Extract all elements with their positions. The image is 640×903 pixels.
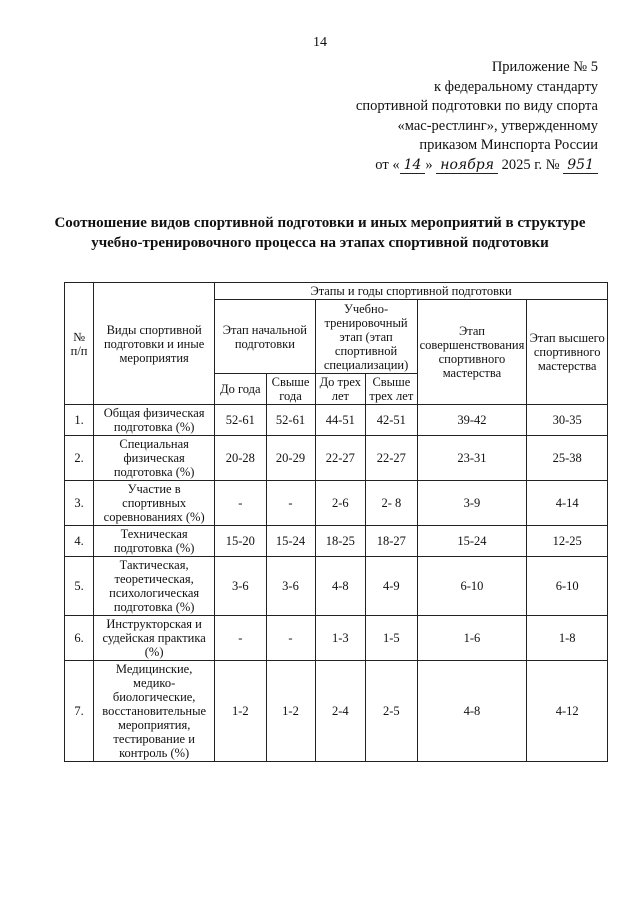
- cell-kind: Техническая подготовка (%): [94, 526, 215, 557]
- cell-v5: 4-8: [417, 661, 527, 762]
- cell-kind: Тактическая, теоретическая, психологическая подготовка (%): [94, 557, 215, 616]
- cell-v5: 3-9: [417, 481, 527, 526]
- cell-v2: 3-6: [266, 557, 315, 616]
- title-line-1: Соотношение видов спортивной подготовки и иных мероприятий в структуре: [54, 215, 586, 231]
- annex-header: [298, 58, 598, 176]
- cell-v4: 42-51: [366, 405, 417, 436]
- table-row: [65, 481, 608, 526]
- cell-v3: 18-25: [315, 526, 366, 557]
- cell-v5: 39-42: [417, 405, 527, 436]
- header-over-three: Свыше трех лет: [366, 374, 417, 405]
- cell-v6: 4-14: [527, 481, 608, 526]
- cell-v2: 52-61: [266, 405, 315, 436]
- cell-v1: 15-20: [215, 526, 266, 557]
- cell-v6: 6-10: [527, 557, 608, 616]
- page-number: 14: [313, 35, 327, 50]
- header-up-to-year: До года: [215, 374, 266, 405]
- header-stage-initial: Этап начальной подготовки: [215, 300, 315, 374]
- header-up-to-three: До трех лет: [315, 374, 366, 405]
- date-day-handwritten: 14: [400, 157, 426, 174]
- annex-line-4: «мас-рестлинг», утвержденному: [397, 117, 598, 134]
- cell-num: 6.: [65, 616, 94, 661]
- cell-num: 3.: [65, 481, 94, 526]
- cell-v6: 1-8: [527, 616, 608, 661]
- cell-v6: 25-38: [527, 436, 608, 481]
- cell-kind: Специальная физическая подготовка (%): [94, 436, 215, 481]
- table-row: [65, 436, 608, 481]
- cell-v4: 1-5: [366, 616, 417, 661]
- header-stage-highest: Этап высшего спортивного мастерства: [527, 300, 608, 405]
- cell-kind: Участие в спортивных соревнованиях (%): [94, 481, 215, 526]
- document-title: [40, 213, 600, 253]
- cell-v3: 44-51: [315, 405, 366, 436]
- cell-v2: 15-24: [266, 526, 315, 557]
- table-row: [65, 557, 608, 616]
- table-row: [65, 661, 608, 762]
- cell-v2: 20-29: [266, 436, 315, 481]
- date-month-handwritten: ноября: [436, 157, 498, 174]
- cell-v6: 4-12: [527, 661, 608, 762]
- cell-v4: 2-5: [366, 661, 417, 762]
- table-row: [65, 616, 608, 661]
- cell-v4: 2- 8: [366, 481, 417, 526]
- annex-date-line: [298, 156, 598, 176]
- cell-kind: Инструкторская и судейская практика (%): [94, 616, 215, 661]
- cell-v5: 15-24: [417, 526, 527, 557]
- cell-v1: 20-28: [215, 436, 266, 481]
- cell-num: 5.: [65, 557, 94, 616]
- table-row: [65, 405, 608, 436]
- cell-v4: 18-27: [366, 526, 417, 557]
- cell-v6: 30-35: [527, 405, 608, 436]
- cell-kind: Общая физическая подготовка (%): [94, 405, 215, 436]
- cell-v4: 4-9: [366, 557, 417, 616]
- cell-v5: 23-31: [417, 436, 527, 481]
- order-number-handwritten: 951: [563, 157, 598, 174]
- annex-line-5: приказом Минспорта России: [419, 137, 598, 154]
- cell-v3: 4-8: [315, 557, 366, 616]
- cell-v6: 12-25: [527, 526, 608, 557]
- header-stage-perfection: Этап совершенствования спортивного мастерства: [417, 300, 527, 405]
- cell-v1: -: [215, 481, 266, 526]
- cell-v3: 2-4: [315, 661, 366, 762]
- date-day-close: »: [425, 156, 433, 173]
- cell-v5: 6-10: [417, 557, 527, 616]
- title-line-2: учебно-тренировочного процесса на этапах спортивной подготовки: [91, 235, 549, 251]
- date-prefix: от «: [375, 156, 400, 173]
- cell-v4: 22-27: [366, 436, 417, 481]
- cell-num: 1.: [65, 405, 94, 436]
- cell-v1: 3-6: [215, 557, 266, 616]
- annex-line-2: к федеральному стандарту: [434, 78, 598, 95]
- cell-v2: -: [266, 481, 315, 526]
- header-stage-training: Учебно-тренировочный этап (этап спортивной специализации): [315, 300, 417, 374]
- cell-num: 4.: [65, 526, 94, 557]
- training-ratio-table: [64, 282, 608, 762]
- cell-num: 2.: [65, 436, 94, 481]
- header-over-year: Свыше года: [266, 374, 315, 405]
- header-stages: Этапы и годы спортивной подготовки: [215, 283, 608, 300]
- cell-v2: 1-2: [266, 661, 315, 762]
- cell-v5: 1-6: [417, 616, 527, 661]
- header-kind: Виды спортивной подготовки и иные мероприятия: [94, 283, 215, 405]
- annex-line-1: Приложение № 5: [491, 59, 598, 75]
- cell-num: 7.: [65, 661, 94, 762]
- table-row: [65, 526, 608, 557]
- table-body: [65, 405, 608, 762]
- annex-line-3: спортивной подготовки по виду спорта: [355, 98, 598, 115]
- header-num: № п/п: [65, 283, 94, 405]
- cell-v1: 1-2: [215, 661, 266, 762]
- cell-v2: -: [266, 616, 315, 661]
- date-year: 2025 г. №: [501, 156, 560, 173]
- cell-v1: -: [215, 616, 266, 661]
- cell-v3: 22-27: [315, 436, 366, 481]
- cell-v3: 1-3: [315, 616, 366, 661]
- cell-kind: Медицинские, медико-биологические, восстановительные мероприятия, тестирование и контроль (%): [94, 661, 215, 762]
- cell-v1: 52-61: [215, 405, 266, 436]
- cell-v3: 2-6: [315, 481, 366, 526]
